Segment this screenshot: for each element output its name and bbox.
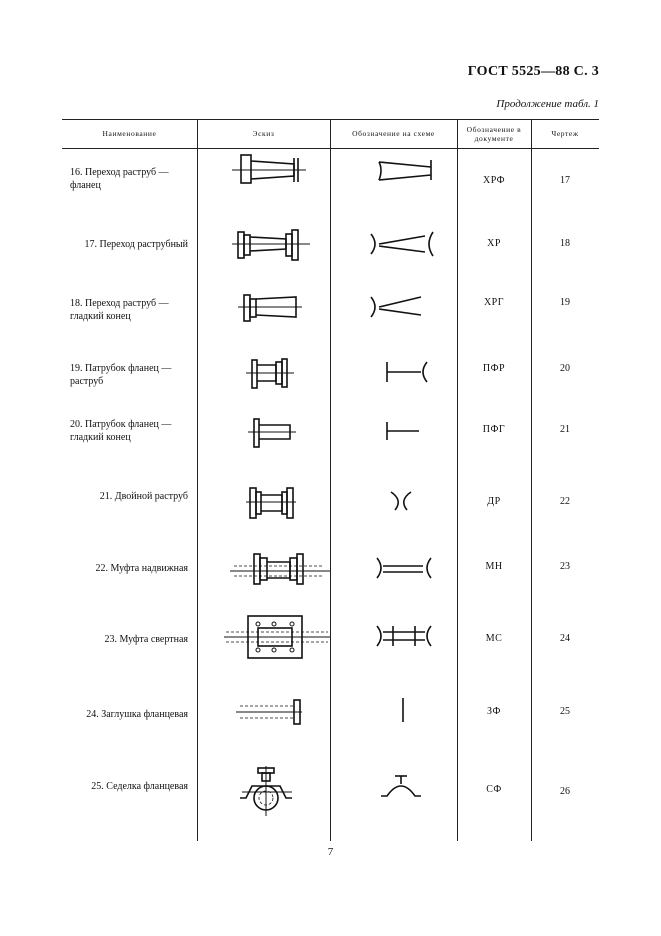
- row-drawing-number: 20: [560, 363, 570, 374]
- column-divider: [197, 119, 198, 841]
- row-designation: ПФГ: [482, 424, 506, 435]
- row-drawing-number: 18: [560, 238, 570, 249]
- double-socket-reducer-sketch-icon: [202, 220, 330, 270]
- row-name: 24. Заглушка фланцевая: [86, 709, 188, 720]
- flange-spigot-pipe-symbol-icon: [335, 410, 457, 460]
- row-designation: ХР: [487, 238, 501, 249]
- double-socket-sketch-icon: [202, 480, 330, 530]
- row-designation: СФ: [486, 784, 502, 795]
- socket-spigot-reducer-symbol-icon: [335, 285, 457, 335]
- row-designation: МС: [485, 633, 503, 644]
- row-designation: ПФР: [482, 363, 506, 374]
- socket-flange-reducer-symbol-icon: [335, 150, 457, 200]
- row-drawing-number: 17: [560, 175, 570, 186]
- page-number: 7: [327, 846, 334, 858]
- row-name: 19. Патрубок фланец — раструб: [70, 363, 172, 387]
- row-name: 22. Муфта надвижная: [95, 563, 188, 574]
- bolted-coupling-symbol-icon: [335, 612, 457, 662]
- sliding-coupling-symbol-icon: [335, 550, 457, 600]
- row-name: 21. Двойной раструб: [99, 491, 188, 502]
- socket-spigot-reducer-sketch-icon: [202, 285, 330, 335]
- blind-flange-symbol-icon: [335, 690, 457, 740]
- row-designation: МН: [485, 561, 503, 572]
- row-designation: ХРГ: [483, 297, 505, 308]
- row-name: 20. Патрубок фланец — гладкий конец: [70, 419, 172, 443]
- row-name: 16. Переход раструб — фланец: [70, 167, 169, 191]
- column-divider: [457, 119, 458, 841]
- row-name: 25. Седелка фланцевая: [91, 781, 188, 792]
- row-drawing-number: 23: [560, 561, 570, 572]
- row-drawing-number: 26: [560, 786, 570, 797]
- row-name: 18. Переход раструб — гладкий конец: [70, 298, 169, 322]
- row-name: 17. Переход раструбный: [84, 239, 188, 250]
- flange-saddle-sketch-icon: [202, 760, 330, 810]
- column-header-drawing: Чертеж: [551, 129, 579, 138]
- row-drawing-number: 21: [560, 424, 570, 435]
- row-drawing-number: 24: [560, 633, 570, 644]
- column-header-name: Наименование: [102, 129, 157, 138]
- column-header-scheme-symbol: Обозначение на схеме: [352, 129, 435, 138]
- flange-saddle-symbol-icon: [335, 760, 457, 810]
- row-designation: ХРФ: [482, 175, 505, 186]
- column-header-sketch: Эскиз: [252, 129, 275, 138]
- double-socket-reducer-symbol-icon: [335, 220, 457, 270]
- bolted-coupling-sketch-icon: [202, 612, 330, 662]
- row-drawing-number: 25: [560, 706, 570, 717]
- column-header-document-designation: Обозначение в документе: [466, 124, 522, 143]
- flange-spigot-pipe-sketch-icon: [202, 410, 330, 460]
- sliding-coupling-sketch-icon: [202, 550, 330, 600]
- row-drawing-number: 19: [560, 297, 570, 308]
- column-divider: [531, 119, 532, 841]
- flange-socket-pipe-sketch-icon: [202, 350, 330, 400]
- socket-flange-reducer-sketch-icon: [202, 150, 330, 200]
- double-socket-symbol-icon: [335, 480, 457, 530]
- row-drawing-number: 22: [560, 496, 570, 507]
- row-designation: ДР: [487, 496, 501, 507]
- standard-header: ГОСТ 5525—88 С. 3: [467, 64, 599, 79]
- blind-flange-sketch-icon: [202, 690, 330, 740]
- flange-socket-pipe-symbol-icon: [335, 350, 457, 400]
- table-continuation-label: Продолжение табл. 1: [496, 98, 599, 110]
- row-designation: ЗФ: [487, 706, 501, 717]
- column-divider: [330, 119, 331, 841]
- row-name: 23. Муфта свертная: [104, 634, 188, 645]
